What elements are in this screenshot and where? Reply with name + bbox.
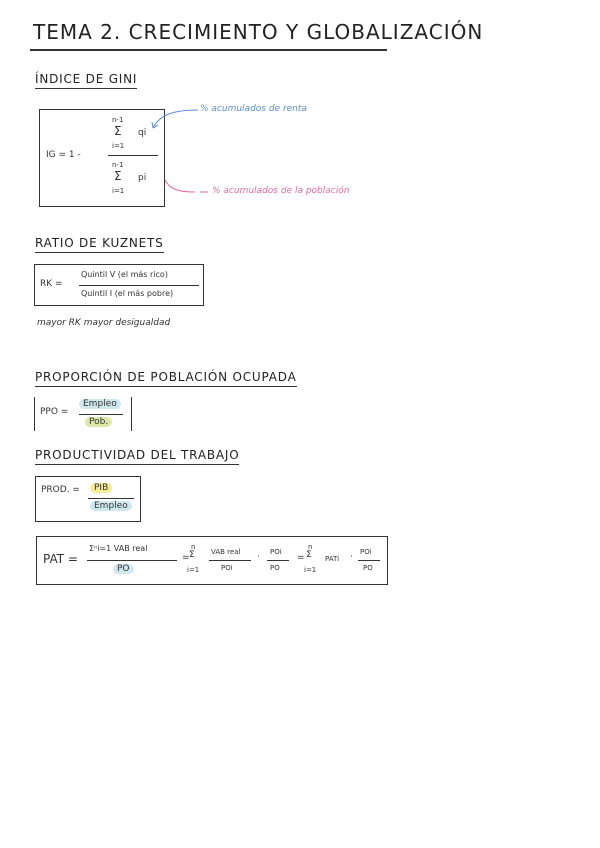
kuznets-numerator: Quintil V (el más rico) <box>81 270 168 279</box>
page-title: TEMA 2. CRECIMIENTO Y GLOBALIZACIÓN <box>33 20 484 44</box>
pat-lhs: PAT = <box>43 552 78 566</box>
pat-f3-bar <box>267 560 289 561</box>
kuznets-fraction-bar <box>79 285 199 286</box>
pat-sum2-sigma: Σ <box>189 550 195 560</box>
annotation-poblacion: % acumulados de la población <box>212 186 350 196</box>
productividad-formula-box <box>35 476 141 522</box>
gini-lhs: IG = 1 - <box>46 150 81 160</box>
pat-formula-box <box>36 536 388 585</box>
ppo-formula-box <box>34 397 132 431</box>
ppo-lhs: PPO = <box>40 407 69 417</box>
pat-eq1: = <box>182 553 190 563</box>
productividad-fraction-bar <box>88 498 134 499</box>
ppo-denominator-text: Pob. <box>85 417 112 427</box>
gini-den-top: n-1 <box>112 161 124 169</box>
gini-num-var: qi <box>138 128 147 138</box>
pink-arrow <box>165 180 195 192</box>
pat-f1-bar <box>87 560 177 561</box>
pat-f1-den-text: PO <box>113 564 134 574</box>
pat-dot1: · <box>257 552 260 562</box>
gini-den-bottom: i=1 <box>112 187 125 195</box>
ppo-numerator <box>79 399 121 409</box>
productividad-heading: PRODUCTIVIDAD DEL TRABAJO <box>35 448 239 465</box>
pat-pati: PATi <box>325 555 340 563</box>
gini-num-bottom: i=1 <box>112 142 125 150</box>
productividad-denominator <box>90 501 132 511</box>
pat-sum3-top: n <box>308 543 313 551</box>
title-underline <box>30 49 387 51</box>
gini-num-sigma: Σ <box>114 124 122 138</box>
productividad-numerator-text: PIB <box>90 483 112 493</box>
pat-sum3-sigma: Σ <box>306 550 312 560</box>
pat-f2-num: VAB real <box>211 548 241 556</box>
pat-sum2-top: n <box>191 543 196 551</box>
productividad-denominator-text: Empleo <box>90 501 132 511</box>
ppo-denominator <box>85 417 112 427</box>
kuznets-formula-box <box>34 264 204 306</box>
ppo-numerator-text: Empleo <box>79 399 121 409</box>
gini-annotation-arrows <box>140 100 220 200</box>
gini-den-sigma: Σ <box>114 169 122 183</box>
pat-f2-bar <box>209 560 251 561</box>
pat-f3-den: PO <box>270 564 280 572</box>
gini-heading: ÍNDICE DE GINI <box>35 72 137 89</box>
pat-dot2: · <box>350 552 353 562</box>
pat-eq2: = <box>297 553 305 563</box>
pat-f1-num: Σⁿi=1 VAB real <box>89 544 148 553</box>
pat-f1-den <box>113 564 134 574</box>
kuznets-heading: RATIO DE KUZNETS <box>35 236 164 253</box>
pat-f4-bar <box>358 560 380 561</box>
pat-sum3-bottom: i=1 <box>304 566 317 574</box>
kuznets-note: mayor RK mayor desigualdad <box>37 318 171 328</box>
blue-arrow <box>153 110 198 128</box>
pat-f4-den: PO <box>363 564 373 572</box>
ppo-fraction-bar <box>79 414 123 415</box>
gini-den-var: pi <box>138 173 147 183</box>
kuznets-lhs: RK = <box>40 279 63 289</box>
productividad-lhs: PROD. = <box>41 485 80 495</box>
ppo-heading: PROPORCIÓN DE POBLACIÓN OCUPADA <box>35 370 297 387</box>
pat-f2-den: POi <box>221 564 233 572</box>
productividad-numerator <box>90 483 112 493</box>
pat-f4-num: POi <box>360 548 372 556</box>
kuznets-denominator: Quintil I (el más pobre) <box>81 289 174 298</box>
pat-f3-num: POi <box>270 548 282 556</box>
annotation-renta: % acumulados de renta <box>200 104 307 114</box>
gini-num-top: n-1 <box>112 116 124 124</box>
pat-sum2-bottom: i=1 <box>187 566 200 574</box>
